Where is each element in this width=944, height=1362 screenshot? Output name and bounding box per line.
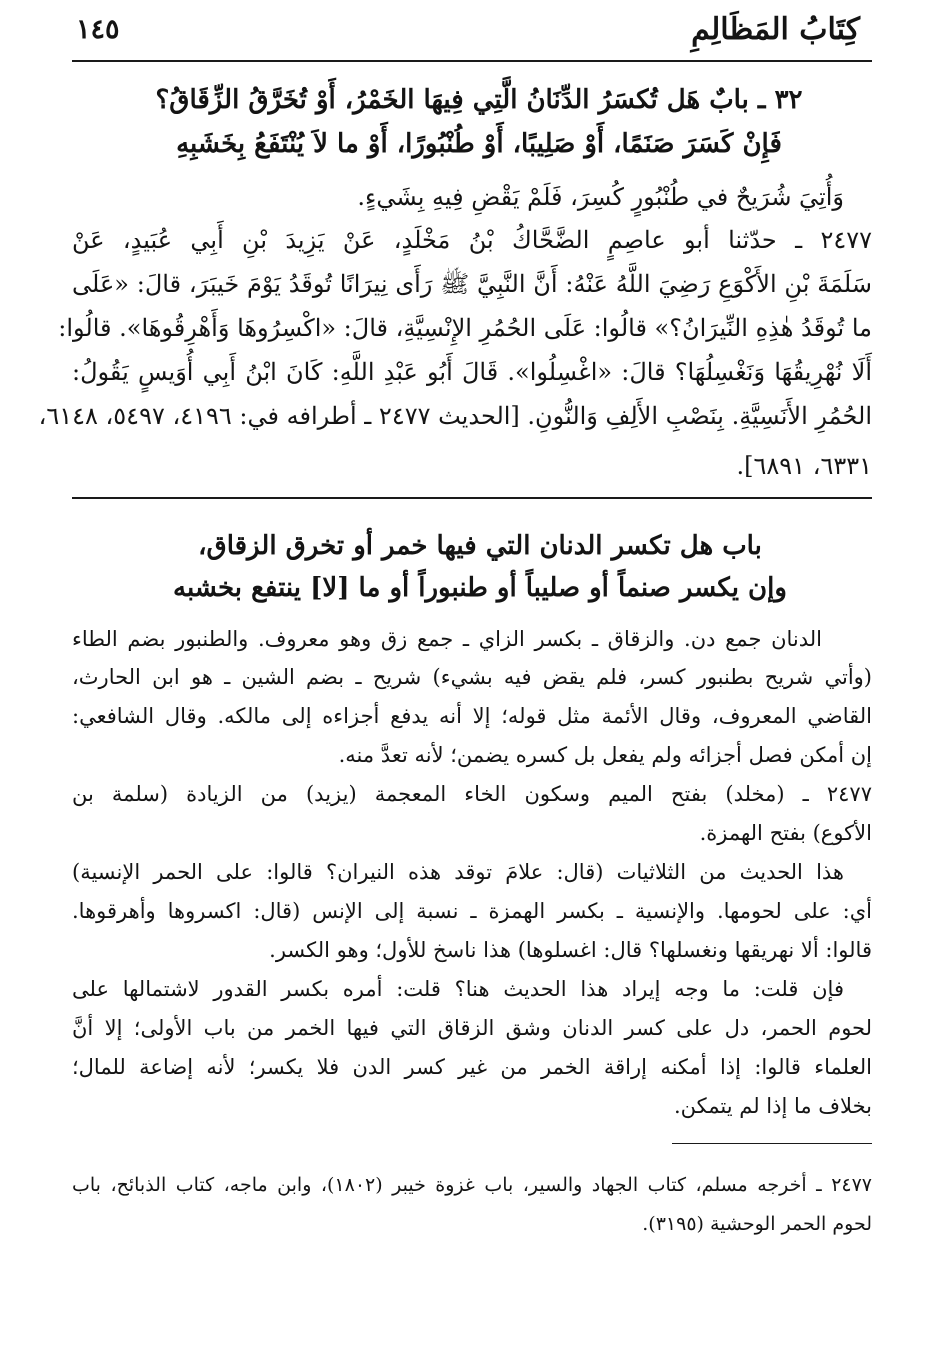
hadith-line-5: الحُمُرِ الأَنَسِيَّةِ. بِنَصْبِ الأَلِفِ وَالنُّونِ. [الحديث ٢٤٧٧ ـ أطرافه في: ٤١٩٦، ٥٤٩٧، ٦١٤٨، bbox=[38, 402, 872, 430]
page-number: ١٤٥ bbox=[76, 14, 120, 45]
matn-line-1: وَأُتِيَ شُرَيحٌ في طُنْبُورٍ كُسِرَ، فَلَمْ يَقْضِ فِيهِ بِشَيءٍ. bbox=[357, 183, 844, 211]
hadith-line-3: ما تُوقَدُ هٰذِهِ النِّيرَانُ؟» قالُوا: عَلَى الحُمُرِ الإِنْسِيَّةِ، قالَ: «اكْسِرُوهَا وَأَهْرِقُوهَا». قالُوا: bbox=[58, 314, 872, 342]
hadith-line-2: سَلَمَةَ بْنِ الأَكْوَعِ رَضِيَ اللَّهُ عَنْهُ: أَنَّ النَّبِيَّ ﷺ رَأَى نِيرَانًا تُوقَدُ يَوْمَ خَيبَرَ، قالَ: «عَلَى bbox=[72, 270, 872, 298]
chapter-heading-line-2: فَإِنْ كَسَرَ صَنَمًا، أَوْ صَلِيبًا، أَوْ طُنْبُورًا، أَوْ ما لاَ يُنْتَفَعُ بِخَشَبِهِ bbox=[176, 129, 782, 159]
commentary-line-8: أي: على لحومها. والإنسية ـ بكسر الهمزة ـ نسبة إلى الإنس (قال: اكسروها وأهرقوها. bbox=[72, 899, 872, 923]
commentary-line-4: إن أمكن فصل أجزائه ولم يفعل بل كسره يضمن؛ لأنه تعدَّ منه. bbox=[338, 743, 872, 767]
commentary-line-13: بخلاف ما إذا لم يتمكن. bbox=[673, 1094, 872, 1118]
commentary-line-10: فإن قلت: ما وجه إيراد هذا الحديث هنا؟ قلت: أمره بكسر القدور لاشتمالها على bbox=[72, 977, 844, 1001]
commentary-line-5: ٢٤٧٧ ـ (مخلد) بفتح الميم وسكون الخاء المعجمة (يزيد) من الزيادة (سلمة بن bbox=[72, 782, 872, 806]
footnote-line-1: ٢٤٧٧ ـ أخرجه مسلم، كتاب الجهاد والسير، باب غزوة خيبر (١٨٠٢)، وابن ماجه، كتاب الذبائح، باب bbox=[72, 1174, 873, 1196]
hadith-references-end: ٦٣٣١، ٦٨٩١]. bbox=[736, 452, 872, 480]
commentary-line-12: العلماء قالوا: إذا أمكنه إراقة الخمر من غير كسر الدن فلا يكسر؛ لأنه إضاعة للمال؛ bbox=[72, 1055, 872, 1079]
hadith-line-1: ٢٤٧٧ ـ حدّثنا أبو عاصِمٍ الضَّحَّاكُ بْنُ مَخْلَدٍ، عَنْ يَزِيدَ بْنِ أَبِي عُبَيدٍ، عَنْ bbox=[72, 226, 872, 254]
commentary-title-line-2: وإن يكسر صنماً أو صليباً أو طنبوراً أو ما [لا] ينتفع بخشبه bbox=[173, 573, 787, 603]
section-divider bbox=[72, 497, 872, 499]
commentary-line-2: (وأتي شريح بطنبور كسر، فلم يقض فيه بشيء) شريح ـ بضم الشين ـ هو ابن الحارث، bbox=[72, 665, 872, 689]
commentary-line-9: قالوا: ألا نهريقها ونغسلها؟ قال: اغسلوها) هذا ناسخ للأول؛ وهو الكسر. bbox=[269, 938, 872, 962]
chapter-heading-line-1: ٣٢ ـ بابٌ هَل تُكسَرُ الدِّنَانُ الَّتِي فِيهَا الخَمْرُ، أَوْ تُخَرَّقُ الزِّقَاقُ؟ bbox=[155, 85, 803, 115]
footnote-line-2: لحوم الحمر الوحشية (٣١٩٥). bbox=[642, 1213, 872, 1235]
commentary-title-line-1: باب هل تكسر الدنان التي فيها خمر أو تخرق الزقاق، bbox=[198, 531, 762, 561]
header-rule bbox=[72, 60, 872, 62]
commentary-line-11: لحوم الحمر، دل على كسر الدنان وشق الزقاق التي فيها الخمر من باب الأولى؛ إلا أنَّ bbox=[72, 1016, 873, 1040]
commentary-line-1: الدنان جمع دن. والزقاق ـ بكسر الزاي ـ جمع زق وهو معروف. والطنبور بضم الطاء bbox=[72, 627, 822, 651]
commentary-line-6: الأكوع) بفتح الهمزة. bbox=[699, 821, 872, 845]
commentary-line-7: هذا الحديث من الثلاثيات (قال: علامَ توقد هذه النيران؟ قالوا: على الحمر الإنسية) bbox=[72, 860, 844, 884]
footnote-rule bbox=[672, 1143, 872, 1144]
hadith-line-4: أَلَا نُهْرِيقُهَا وَنَغْسِلُهَا؟ قالَ: «اغْسِلُوا». قَالَ أَبُو عَبْدِ اللَّهِ: كَانَ ابْنُ أَبِي أُوَيسٍ يَقُولُ: bbox=[72, 358, 872, 386]
commentary-line-3: القاضي المعروف، وقال الأئمة مثل قوله؛ إلا أنه يدفع أجزاءه إلى مالكه. وقال الشافعي: bbox=[72, 704, 872, 728]
running-header-title: كِتَابُ المَظَالِمِ bbox=[691, 12, 860, 47]
